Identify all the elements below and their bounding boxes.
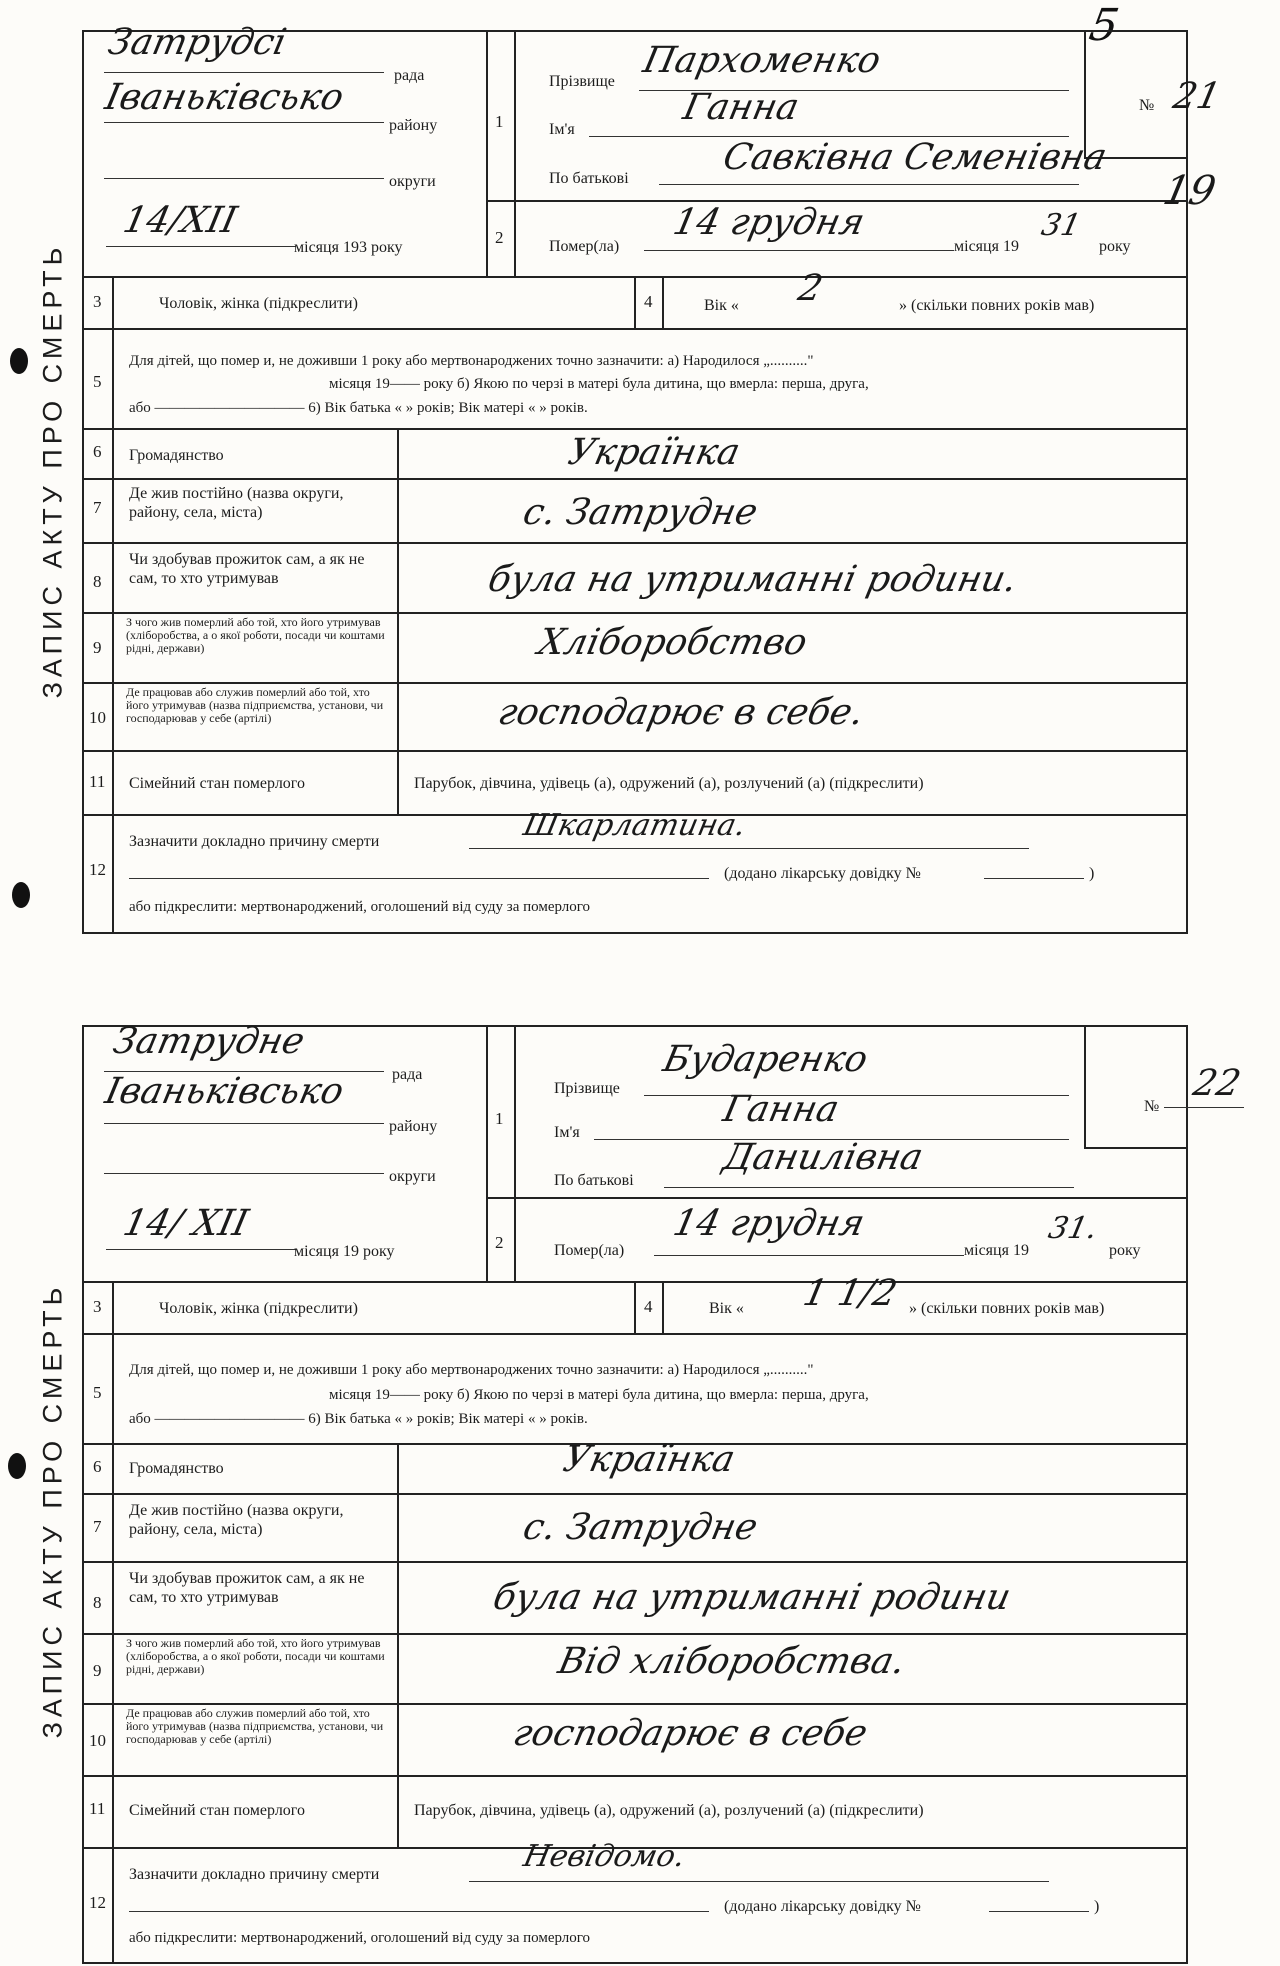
row-number: 4 (644, 292, 653, 311)
residence-value: с. Затрудне (519, 492, 762, 533)
month-label: місяця 19 (964, 1242, 1029, 1259)
name-label: Ім'я (554, 1124, 580, 1141)
income-value: Від хліборобства. (554, 1641, 909, 1682)
cause-label: Зазначити докладно причину смерти (129, 1866, 380, 1883)
year-label: року (1099, 238, 1131, 255)
infant-line1: Для дітей, що помер и, не доживши 1 року або мертвонароджених точно зазначити: а) Народилося „.........." (129, 1362, 814, 1378)
cause-label: Зазначити докладно причину смерти (129, 833, 380, 850)
row-number: 9 (93, 638, 102, 657)
row-number: 6 (93, 1457, 102, 1476)
form-frame (82, 22, 1225, 934)
row-number: 1 (495, 1109, 504, 1128)
record-no-value: 21 (1169, 76, 1225, 117)
residence-label: Де жив постійно (назва округи, району, села, міста) (129, 485, 344, 521)
died-label: Помер(ла) (549, 238, 620, 255)
row-number: 11 (89, 1799, 106, 1818)
age-suffix: » (скільки повних років мав) (899, 297, 1095, 314)
stillborn-label: або підкреслити: мертвонароджений, оголошений від суду за померлого (129, 1930, 591, 1946)
date-value: 14/ XII (119, 1203, 252, 1244)
workplace-value: господарює в себе. (494, 692, 868, 733)
sex-label: Чоловік, жінка (підкреслити) (159, 295, 358, 312)
year-label: року (1109, 1242, 1141, 1259)
infant-line3: або —————————— 6) Вік батька « » років; Вік матері « » років. (129, 1411, 588, 1427)
raion-label: району (389, 1118, 438, 1135)
sidebar-title-text: ЗАПИС АКТУ ПРО СМЕРТЬ (37, 1282, 68, 1738)
marital-options: Парубок, дівчина, удівець (а), одружений (а), розлучений (а) (підкреслити) (414, 1802, 924, 1819)
marital-label: Сімейний стан померлого (129, 775, 305, 792)
row-number: 7 (93, 498, 102, 517)
doctor-note-end: ) (1094, 1898, 1100, 1915)
row-number: 10 (89, 708, 106, 727)
infant-line3: або —————————— 6) Вік батька « » років; Вік матері « » років. (129, 400, 588, 416)
doctor-note-label: (додано лікарську довідку № (724, 1898, 921, 1915)
workplace-label: Де працював або служив померлий або той, хто його утримував (назва підприємства, установи, чи господарював у себе (артілі) (126, 685, 384, 725)
name-value: Ганна (719, 1089, 843, 1130)
raion-label: району (389, 117, 438, 134)
doctor-note-label: (додано лікарську довідку № (724, 865, 921, 882)
surname-value: Бударенко (659, 1039, 872, 1080)
row-number: 11 (89, 772, 106, 791)
residence-label: Де жив постійно (назва округи, району, села, міста) (129, 1502, 344, 1538)
form-frame (82, 1021, 1245, 1964)
age-suffix: » (скільки повних років мав) (909, 1300, 1105, 1317)
doctor-note-end: ) (1089, 865, 1095, 882)
support-value: була на утриманні родини (489, 1577, 1015, 1618)
infant-line2: місяця 19—— року б) Якою по черзі в матері була дитина, що вмерла: перша, друга, (329, 376, 869, 392)
died-value: 14 грудня (669, 202, 869, 243)
month-label: місяця 19 (954, 238, 1019, 255)
support-value: була на утриманні родини. (484, 559, 1021, 600)
row-number: 10 (89, 1731, 106, 1750)
row-number: 2 (495, 228, 504, 247)
died-label: Помер(ла) (554, 1242, 625, 1259)
citizenship-label: Громадянство (129, 447, 224, 464)
year-value: 31. (1045, 1211, 1101, 1246)
age-value: 1 1/2 (799, 1273, 901, 1314)
support-label: Чи здобував прожиток сам, а як не сам, то хто утримував (129, 1570, 365, 1606)
stillborn-label: або підкреслити: мертвонароджений, оголошений від суду за померлого (129, 899, 591, 915)
sidebar-title (18, 160, 88, 780)
sidebar-title (18, 1175, 88, 1845)
death-record-form-2 (0, 1015, 1280, 1966)
record-no-label: № (1144, 1098, 1160, 1115)
year-value: 31 (1038, 208, 1084, 243)
age-label: Вік « (704, 297, 739, 314)
name-label: Ім'я (549, 121, 575, 138)
rada-value: Затрудсі (104, 22, 290, 63)
income-label: З чого жив померлий або той, хто його утримував (хліборобства, а о якої роботи, посади чи коштами рідні, держави) (126, 615, 385, 655)
row-number: 5 (93, 372, 102, 391)
workplace-label: Де працював або служив померлий або той, хто його утримував (назва підприємства, установи, чи господарював у себе (артілі) (126, 1706, 384, 1746)
surname-label: Прізвище (554, 1080, 620, 1097)
rada-value: Затрудне (109, 1021, 309, 1062)
income-value: Хліборобство (534, 622, 811, 663)
patronymic-label: По батькові (549, 170, 629, 187)
record-no-value: 22 (1189, 1063, 1245, 1104)
raion-value: Іваньківсько (101, 1071, 348, 1112)
citizenship-label: Громадянство (129, 1460, 224, 1477)
sex-label: Чоловік, жінка (підкреслити) (159, 1300, 358, 1317)
row-number: 8 (93, 572, 102, 591)
rada-label: рада (394, 67, 425, 84)
name-value: Ганна (679, 87, 803, 128)
sidebar-title-text: ЗАПИС АКТУ ПРО СМЕРТЬ (37, 242, 68, 698)
row-number: 3 (93, 1297, 102, 1316)
date-label: місяця 193 року (294, 239, 403, 256)
date-label: місяця 19 року (294, 1243, 395, 1260)
patronymic-value: Савківна Семенівна (719, 137, 1111, 178)
died-value: 14 грудня (669, 1203, 869, 1244)
citizenship-value: Українка (564, 432, 744, 473)
okrug-label: округи (389, 173, 436, 190)
infant-line2: місяця 19—— року б) Якою по черзі в матері була дитина, що вмерла: перша, друга, (329, 1387, 869, 1403)
corner-mark: 19 (1159, 168, 1220, 214)
income-label: З чого жив померлий або той, хто його утримував (хліборобства, а о якої роботи, посади чи коштами рідні, держави) (126, 1636, 385, 1676)
punch-hole (12, 882, 30, 908)
citizenship-value: Українка (559, 1439, 739, 1480)
residence-value: с. Затрудне (519, 1507, 762, 1548)
death-record-form-1 (0, 0, 1280, 930)
surname-value: Пархоменко (639, 40, 885, 81)
row-number: 8 (93, 1593, 102, 1612)
workplace-value: господарює в себе (509, 1713, 872, 1754)
patronymic-value: Данилівна (719, 1137, 927, 1178)
row-number: 7 (93, 1517, 102, 1536)
row-number: 1 (495, 112, 504, 131)
stray-mark: 5 (1085, 0, 1123, 51)
row-number: 9 (93, 1661, 102, 1680)
raion-value: Іваньківсько (101, 77, 348, 118)
age-value: 2 (794, 268, 827, 309)
marital-label: Сімейний стан померлого (129, 1802, 305, 1819)
row-number: 12 (89, 860, 106, 879)
okrug-label: округи (389, 1168, 436, 1185)
row-number: 6 (93, 442, 102, 461)
cause-value: Шкарлатина. (520, 808, 749, 843)
age-label: Вік « (709, 1300, 744, 1317)
marital-options: Парубок, дівчина, удівець (а), одружений (а), розлучений (а) (підкреслити) (414, 775, 924, 792)
record-no-label: № (1139, 97, 1155, 114)
row-number: 12 (89, 1893, 106, 1912)
rada-label: рада (392, 1066, 423, 1083)
patronymic-label: По батькові (554, 1172, 634, 1189)
infant-line1: Для дітей, що помер и, не доживши 1 року або мертвонароджених точно зазначити: а) Народилося „.........." (129, 353, 814, 369)
row-number: 3 (93, 292, 102, 311)
row-number: 4 (644, 1297, 653, 1316)
row-number: 5 (93, 1383, 102, 1402)
date-value: 14/XII (119, 200, 241, 241)
row-number: 2 (495, 1233, 504, 1252)
cause-value: Невідомо. (520, 1839, 689, 1874)
surname-label: Прізвище (549, 73, 615, 90)
support-label: Чи здобував прожиток сам, а як не сам, то хто утримував (129, 551, 365, 587)
